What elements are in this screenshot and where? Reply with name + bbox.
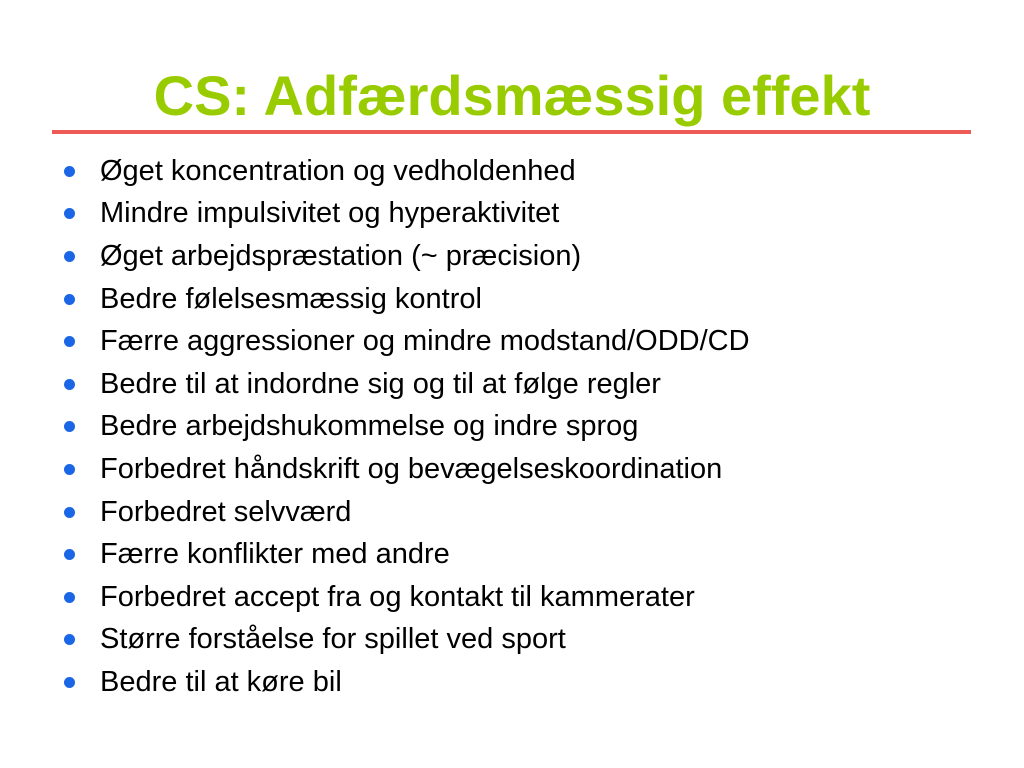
- bullet-text: Øget arbejdspræstation (~ præcision): [100, 239, 582, 272]
- list-item: [64, 193, 750, 236]
- bullet-dot-icon: [64, 166, 75, 177]
- list-item: [64, 406, 750, 449]
- bullet-text: Større forståelse for spillet ved sport: [100, 623, 566, 656]
- bullet-dot-icon: [64, 251, 75, 262]
- list-item: [64, 278, 750, 321]
- bullet-text: Forbedret accept fra og kontakt til kammerater: [100, 580, 695, 613]
- bullet-text: Bedre til at indordne sig og til at følge regler: [100, 367, 661, 400]
- bullet-text: Færre konflikter med andre: [100, 538, 450, 571]
- bullet-list: [64, 150, 750, 704]
- bullet-dot-icon: [64, 592, 75, 603]
- bullet-dot-icon: [64, 336, 75, 347]
- list-item: [64, 576, 750, 619]
- bullet-text: Bedre til at køre bil: [100, 665, 342, 698]
- bullet-dot-icon: [64, 507, 75, 518]
- bullet-text: Mindre impulsivitet og hyperaktivitet: [100, 197, 560, 230]
- bullet-dot-icon: [64, 379, 75, 390]
- list-item: [64, 491, 750, 534]
- bullet-text: Bedre arbejdshukommelse og indre sprog: [100, 410, 639, 443]
- bullet-dot-icon: [64, 294, 75, 305]
- list-item: [64, 661, 750, 704]
- title-divider: [52, 130, 971, 134]
- bullet-dot-icon: [64, 208, 75, 219]
- bullet-text: Færre aggressioner og mindre modstand/ODD/CD: [100, 325, 750, 358]
- list-item: [64, 533, 750, 576]
- bullet-text: Øget koncentration og vedholdenhed: [100, 154, 576, 187]
- bullet-dot-icon: [64, 634, 75, 645]
- bullet-dot-icon: [64, 464, 75, 475]
- list-item: [64, 363, 750, 406]
- list-item: [64, 150, 750, 193]
- list-item: [64, 320, 750, 363]
- list-item: [64, 448, 750, 491]
- list-item: [64, 235, 750, 278]
- bullet-dot-icon: [64, 421, 75, 432]
- slide-title: CS: Adfærdsmæssig effekt: [153, 64, 871, 127]
- bullet-dot-icon: [64, 549, 75, 560]
- bullet-dot-icon: [64, 677, 75, 688]
- list-item: [64, 619, 750, 662]
- bullet-text: Forbedret selvværd: [100, 495, 352, 528]
- bullet-text: Forbedret håndskrift og bevægelseskoordination: [100, 452, 723, 485]
- bullet-text: Bedre følelsesmæssig kontrol: [100, 282, 482, 315]
